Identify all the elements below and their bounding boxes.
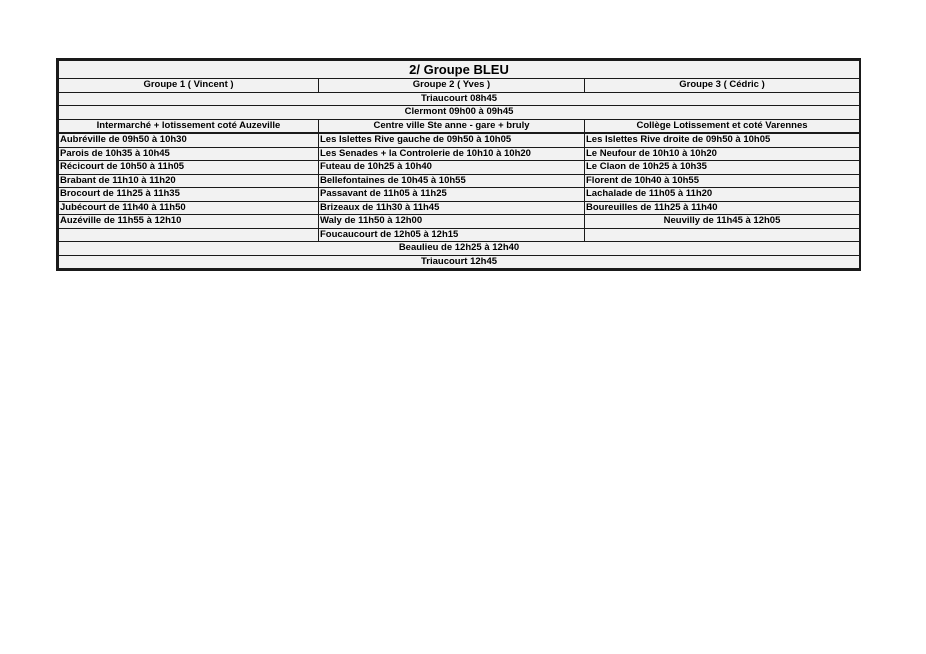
- group-2-zone: Centre ville Ste anne - gare + bruly: [319, 119, 585, 133]
- table-cell: [585, 228, 860, 242]
- table-cell: Le Claon de 10h25 à 10h35: [585, 161, 860, 175]
- table-cell: Brocourt de 11h25 à 11h35: [59, 188, 319, 202]
- table-cell: Auzéville de 11h55 à 12h10: [59, 215, 319, 229]
- zone-row: [59, 119, 860, 133]
- sheet-title: 2/ Groupe BLEU: [59, 61, 860, 79]
- table-cell: Parois de 10h35 à 10h45: [59, 147, 319, 161]
- table-cell: Waly de 11h50 à 12h00: [319, 215, 585, 229]
- group-1-header: Groupe 1 ( Vincent ): [59, 79, 319, 93]
- table-row: [59, 161, 860, 175]
- table-cell: Florent de 10h40 à 10h55: [585, 174, 860, 188]
- table-cell: Brabant de 11h10 à 11h20: [59, 174, 319, 188]
- table-cell: [59, 228, 319, 242]
- table-cell: Les Islettes Rive gauche de 09h50 à 10h05: [319, 133, 585, 147]
- table-row: [59, 188, 860, 202]
- common-start-2: Clermont 09h00 à 09h45: [59, 106, 860, 120]
- table-cell: Récicourt de 10h50 à 11h05: [59, 161, 319, 175]
- table-cell: Passavant de 11h05 à 11h25: [319, 188, 585, 202]
- table-row: [59, 133, 860, 147]
- common-end-1: Beaulieu de 12h25 à 12h40: [59, 242, 860, 256]
- table-cell: Brizeaux de 11h30 à 11h45: [319, 201, 585, 215]
- table-row: [59, 201, 860, 215]
- table-cell: Neuvilly de 11h45 à 12h05: [585, 215, 860, 229]
- table-cell: Aubréville de 09h50 à 10h30: [59, 133, 319, 147]
- common-end-2: Triaucourt 12h45: [59, 255, 860, 269]
- table-cell: Boureuilles de 11h25 à 11h40: [585, 201, 860, 215]
- table-row: [59, 215, 860, 229]
- table-row: [59, 174, 860, 188]
- table-cell: Lachalade de 11h05 à 11h20: [585, 188, 860, 202]
- group-1-zone: Intermarché + lotissement coté Auzeville: [59, 119, 319, 133]
- table-cell: Les Senades + la Controlerie de 10h10 à 10h20: [319, 147, 585, 161]
- group-3-header: Groupe 3 ( Cédric ): [585, 79, 860, 93]
- table-row: [59, 147, 860, 161]
- schedule-table: [58, 60, 860, 269]
- common-start-1: Triaucourt 08h45: [59, 92, 860, 106]
- group-3-zone: Collège Lotissement et coté Varennes: [585, 119, 860, 133]
- table-cell: Jubécourt de 11h40 à 11h50: [59, 201, 319, 215]
- table-cell: Les Islettes Rive droite de 09h50 à 10h05: [585, 133, 860, 147]
- group-2-header: Groupe 2 ( Yves ): [319, 79, 585, 93]
- table-cell: Futeau de 10h25 à 10h40: [319, 161, 585, 175]
- table-cell: Bellefontaines de 10h45 à 10h55: [319, 174, 585, 188]
- schedule-sheet: [56, 58, 861, 271]
- table-cell: Foucaucourt de 12h05 à 12h15: [319, 228, 585, 242]
- table-cell: Le Neufour de 10h10 à 10h20: [585, 147, 860, 161]
- table-row: [59, 228, 860, 242]
- group-header-row: [59, 79, 860, 93]
